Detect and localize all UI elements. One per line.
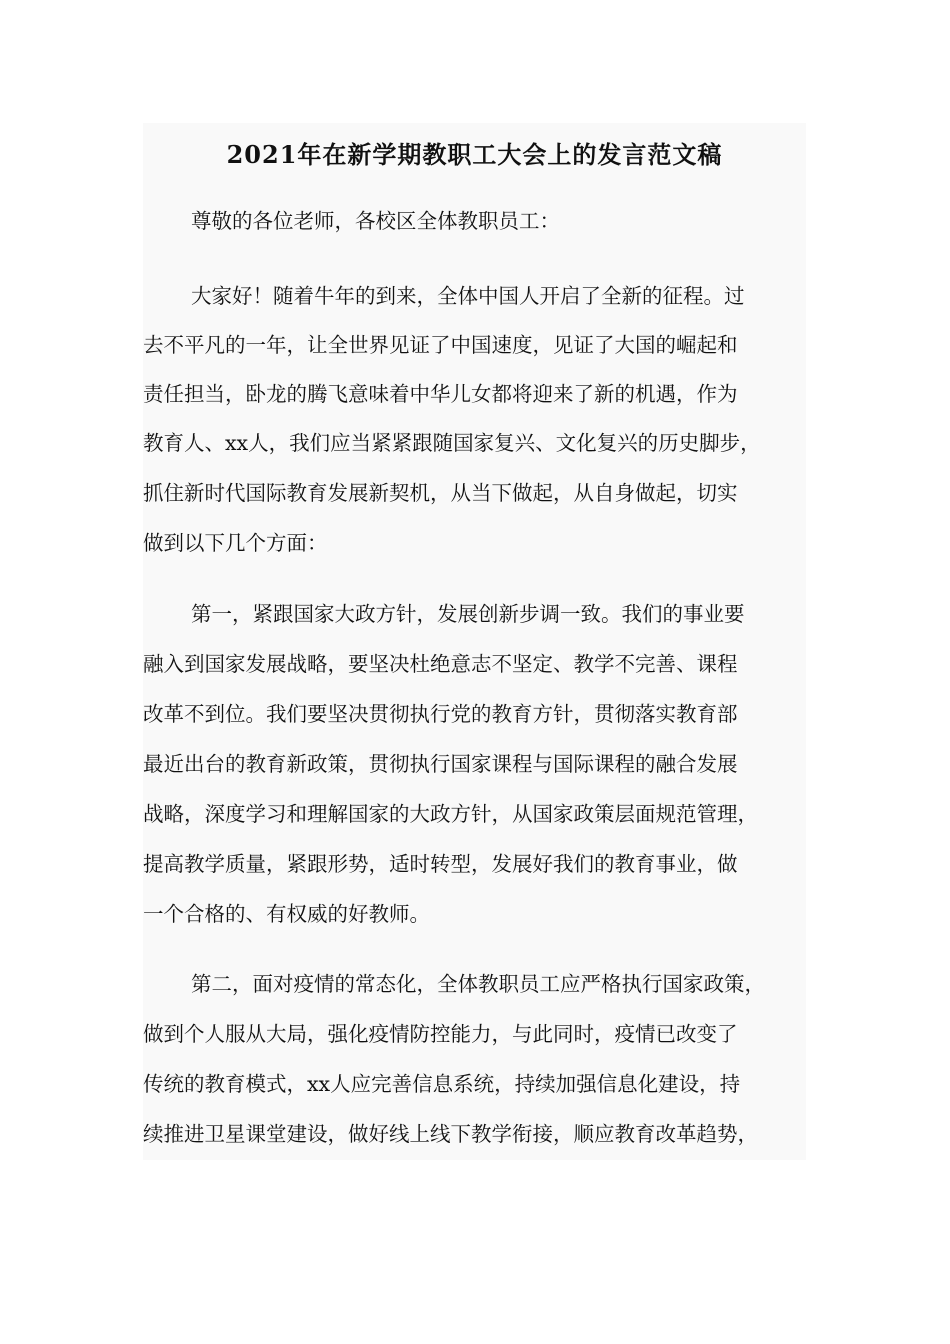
paragraph-line: 抓住新时代国际教育发展新契机，从当下做起，从自身做起，切实: [143, 481, 738, 505]
paragraph-line: 传统的教育模式，xx人应完善信息系统，持续加强信息化建设，持: [143, 1072, 741, 1096]
paragraph-line: 改革不到位。我们要坚决贯彻执行党的教育方针，贯彻落实教育部: [143, 702, 738, 726]
paragraph-line: 第一，紧跟国家大政方针，发展创新步调一致。我们的事业要: [191, 602, 745, 626]
paragraph-line: 战略，深度学习和理解国家的大政方针，从国家政策层面规范管理，: [143, 802, 758, 826]
paragraph-line: 第二，面对疫情的常态化，全体教职员工应严格执行国家政策，: [191, 972, 765, 996]
paragraph-line: 融入到国家发展战略，要坚决杜绝意志不坚定、教学不完善、课程: [143, 652, 738, 676]
document-title: 2021年在新学期教职工大会上的发言范文稿: [226, 140, 723, 169]
paragraph-line: 大家好！随着牛年的到来，全体中国人开启了全新的征程。过: [191, 284, 745, 308]
paragraph-line: 去不平凡的一年，让全世界见证了中国速度，见证了大国的崛起和: [143, 333, 738, 357]
paragraph-line: 最近出台的教育新政策，贯彻执行国家课程与国际课程的融合发展: [143, 752, 738, 776]
paragraph-line: 做到以下几个方面：: [143, 531, 328, 555]
document-page: [143, 123, 806, 1160]
paragraph-line: 做到个人服从大局，强化疫情防控能力，与此同时，疫情已改变了: [143, 1022, 738, 1046]
paragraph-line: 提高教学质量，紧跟形势，适时转型，发展好我们的教育事业，做: [143, 852, 738, 876]
salutation: 尊敬的各位老师，各校区全体教职员工：: [191, 209, 560, 233]
paragraph-line: 教育人、xx人，我们应当紧紧跟随国家复兴、文化复兴的历史脚步，: [143, 431, 761, 455]
paragraph-line: 续推进卫星课堂建设，做好线上线下教学衔接，顺应教育改革趋势，: [143, 1122, 758, 1146]
paragraph-line: 责任担当，卧龙的腾飞意味着中华儿女都将迎来了新的机遇，作为: [143, 382, 738, 406]
paragraph-line: 一个合格的、有权威的好教师。: [143, 902, 430, 926]
